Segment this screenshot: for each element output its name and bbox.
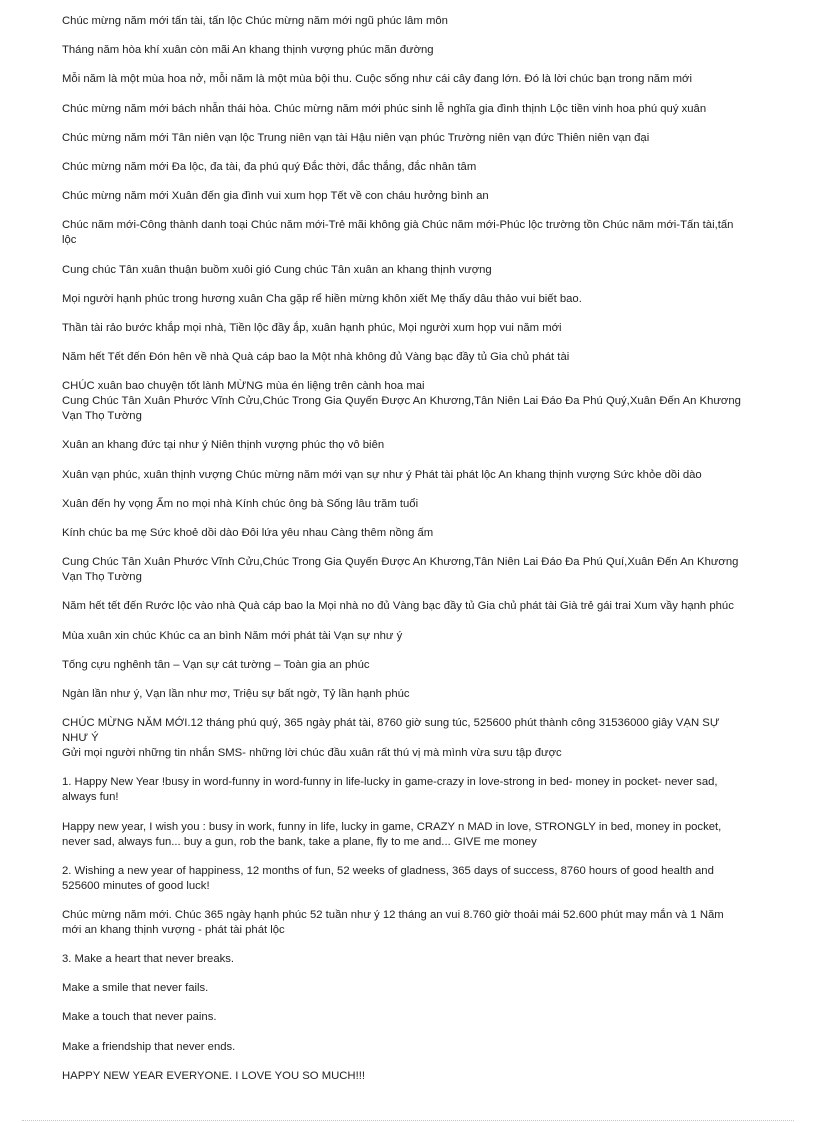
paragraph-line: Chúc mừng năm mới bách nhẫn thái hòa. Chúc mừng năm mới phúc sinh lễ nghĩa gia đình thịnh Lộc tiền vinh hoa phú quý xuân	[62, 102, 707, 115]
paragraph-line: Mỗi năm là một mùa hoa nở, mỗi năm là một mùa bội thu. Cuộc sống như cái cây đang lớn. Đó là lời chúc bạn trong năm mới	[62, 73, 692, 86]
paragraph-line: Make a friendship that never ends.	[62, 1040, 236, 1053]
paragraph-line: Chúc mừng năm mới Đa lộc, đa tài, đa phú quý Đắc thời, đắc thắng, đắc nhân tâm	[62, 160, 477, 173]
document-page	[62, 14, 792, 1098]
paragraph-line: Mùa xuân xin chúc Khúc ca an bình Năm mới phát tài Vạn sự như ý	[62, 629, 403, 642]
paragraph	[62, 263, 792, 278]
paragraph-line: 525600 minutes of good luck!	[62, 879, 210, 892]
paragraph	[62, 599, 792, 614]
paragraph	[62, 526, 792, 541]
paragraph-line: Năm hết Tết đến Đón hên về nhà Quà cáp bao la Một nhà không đủ Vàng bạc đầy tủ Gia chủ phát tài	[62, 351, 570, 364]
paragraph-line: Năm hết tết đến Rước lộc vào nhà Quà cáp bao la Mọi nhà no đủ Vàng bạc đầy tủ Gia chủ phát tài Già trẻ gái trai Xum vầy hạnh phúc	[62, 600, 734, 613]
paragraph	[62, 292, 792, 307]
paragraph	[62, 72, 792, 87]
paragraph	[62, 379, 792, 424]
paragraph-line: CHÚC MỪNG NĂM MỚI.12 tháng phú quý, 365 ngày phát tài, 8760 giờ sung túc, 525600 phút thành công 31536000 giây VẠN SỰ	[62, 717, 720, 730]
paragraph-line: Tháng năm hòa khí xuân còn mãi An khang thịnh vượng phúc mãn đường	[62, 44, 434, 57]
page-bottom-divider	[22, 1120, 794, 1121]
paragraph	[62, 438, 792, 453]
paragraph	[62, 981, 792, 996]
paragraph	[62, 131, 792, 146]
paragraph-line: HAPPY NEW YEAR EVERYONE. I LOVE YOU SO MUCH!!!	[62, 1069, 366, 1082]
paragraph-line: Vạn Thọ Tường	[62, 571, 142, 584]
paragraph-line: Mọi người hạnh phúc trong hương xuân Cha gặp rể hiền mừng khôn xiết Mẹ thấy dâu thảo vui biết bao.	[62, 292, 582, 305]
paragraph-line: Cung Chúc Tân Xuân Phước Vĩnh Cửu,Chúc Trong Gia Quyến Được An Khương,Tân Niên Lai Đáo Đa Phú Quý,Xuân Đến An Khương	[62, 395, 741, 408]
paragraph-line: Gửi mọi người những tin nhắn SMS- những lời chúc đầu xuân rất thú vị mà mình vừa sưu tập được	[62, 747, 562, 760]
paragraph-line: Chúc mừng năm mới tấn tài, tấn lộc Chúc mừng năm mới ngũ phúc lâm môn	[62, 15, 448, 27]
paragraph-line: Thần tài rảo bước khắp mọi nhà, Tiền lộc đầy ắp, xuân hạnh phúc, Mọi người xum họp vui năm mới	[62, 321, 562, 334]
paragraph-line: 1. Happy New Year !busy in word-funny in word-funny in life-lucky in game-crazy in love-strong in bed- money in pocket- never sad,	[62, 776, 718, 789]
paragraph	[62, 1040, 792, 1055]
paragraph	[62, 350, 792, 365]
paragraph	[62, 14, 792, 29]
paragraph	[62, 908, 792, 938]
paragraph-line: Chúc mừng năm mới Tân niên vạn lộc Trung niên vạn tài Hậu niên vạn phúc Trường niên vạn đức Thiên niên vạn đại	[62, 131, 650, 144]
paragraph	[62, 820, 792, 850]
paragraph-line: Cung Chúc Tân Xuân Phước Vĩnh Cửu,Chúc Trong Gia Quyến Được An Khương,Tân Niên Lai Đáo Đa Phú Quí,Xuân Đến An Khương	[62, 556, 739, 569]
paragraph-line: Vạn Thọ Tường	[62, 410, 142, 423]
paragraph-line: always fun!	[62, 791, 119, 804]
paragraph	[62, 555, 792, 585]
paragraph	[62, 218, 792, 248]
paragraph	[62, 1010, 792, 1025]
paragraph-line: Xuân đến hy vọng Ấm no mọi nhà Kính chúc ông bà Sống lâu trăm tuổi	[62, 497, 419, 510]
paragraph-line: 2. Wishing a new year of happiness, 12 months of fun, 52 weeks of gladness, 365 days of success, 8760 hours of good health and	[62, 864, 714, 877]
paragraph	[62, 321, 792, 336]
paragraph-line: Make a smile that never fails.	[62, 982, 209, 995]
paragraph	[62, 160, 792, 175]
paragraph	[62, 629, 792, 644]
paragraph-line: Happy new year, I wish you : busy in work, funny in life, lucky in game, CRAZY n MAD in love, STRONGLY in bed, money in pocket,	[62, 820, 722, 833]
paragraph-line: CHÚC xuân bao chuyện tốt lành MỪNG mùa én liệng trên cành hoa mai	[62, 380, 425, 393]
paragraph-line: Make a touch that never pains.	[62, 1011, 217, 1024]
paragraph-line: Ngàn lần như ý, Vạn lần như mơ, Triệu sự bất ngờ, Tỷ lần hạnh phúc	[62, 687, 410, 700]
paragraph	[62, 43, 792, 58]
paragraph	[62, 658, 792, 673]
paragraph-line: 3. Make a heart that never breaks.	[62, 953, 235, 966]
paragraph	[62, 189, 792, 204]
paragraph	[62, 716, 792, 761]
paragraph	[62, 1069, 792, 1084]
paragraph	[62, 102, 792, 117]
paragraph-line: Xuân an khang đức tại như ý Niên thịnh vượng phúc thọ vô biên	[62, 439, 385, 452]
paragraph	[62, 468, 792, 483]
paragraph-line: Chúc mừng năm mới Xuân đến gia đình vui xum họp Tết về con cháu hưởng bình an	[62, 190, 489, 203]
paragraph-line: lộc	[62, 234, 77, 247]
paragraph-line: never sad, always fun... buy a gun, rob the bank, take a plane, fly to me and... GIVE me money	[62, 835, 537, 848]
paragraph-line: Kính chúc ba mẹ Sức khoẻ dồi dào Đôi lứa yêu nhau Càng thêm nồng ấm	[62, 527, 434, 539]
paragraph-line: NHƯ Ý	[62, 732, 99, 745]
paragraph	[62, 687, 792, 702]
paragraph	[62, 497, 792, 512]
paragraph-line: Tống cựu nghênh tân – Vạn sự cát tường – Toàn gia an phúc	[62, 658, 370, 671]
paragraph	[62, 775, 792, 805]
paragraph	[62, 864, 792, 894]
paragraph-line: Cung chúc Tân xuân thuận buồm xuôi gió Cung chúc Tân xuân an khang thịnh vượng	[62, 263, 492, 276]
paragraph-line: Chúc mừng năm mới. Chúc 365 ngày hạnh phúc 52 tuần như ý 12 tháng an vui 8.760 giờ thoải mái 52.600 phút may mắn và 1 Năm	[62, 908, 724, 921]
paragraph-line: Xuân vạn phúc, xuân thịnh vượng Chúc mừng năm mới vạn sự như ý Phát tài phát lộc An khang thịnh vượng Sức khỏe dồi dào	[62, 468, 702, 481]
paragraph-line: Chúc năm mới-Công thành danh toại Chúc năm mới-Trẻ mãi không già Chúc năm mới-Phúc lộc trường tồn Chúc năm mới-Tấn tài,tấn	[62, 219, 734, 232]
paragraph	[62, 952, 792, 967]
paragraph-line: mới an khang thịnh vượng - phát tài phát lộc	[62, 923, 285, 936]
